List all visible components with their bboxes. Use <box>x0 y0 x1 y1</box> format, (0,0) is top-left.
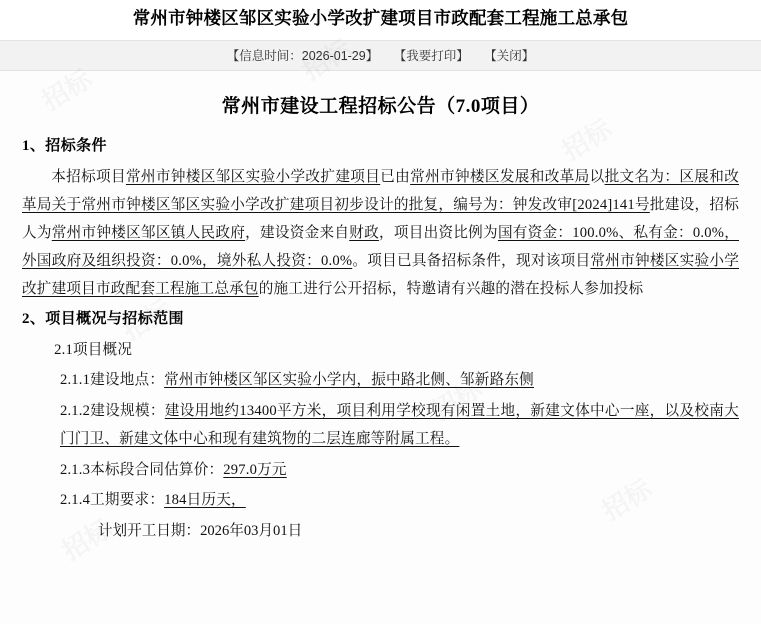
para-text-2: 已由 <box>380 168 411 185</box>
para-underline-6: 国有资金：100.0%、私有金：0.0%，外国政府及组织投资：0.0%，境外私人投资：0.0% <box>22 224 739 269</box>
document-body <box>0 71 761 545</box>
section-2-1-2 <box>22 397 739 454</box>
section-2-1-2-label: 2.1.2建设规模： <box>59 402 165 419</box>
para-text-6: ，项目出资比例为 <box>378 224 498 241</box>
document-meta-bar <box>0 40 761 71</box>
section-2-1-1 <box>22 366 739 394</box>
para-underline-2: 常州市钟楼区发展和改革局 <box>410 168 590 185</box>
section-2-1-3 <box>22 456 739 484</box>
section-2-1-4-label: 2.1.4工期要求： <box>59 492 165 509</box>
page-title: 常州市钟楼区邹区实验小学改扩建项目市政配套工程施工总承包 <box>132 8 629 28</box>
section-2-1-4 <box>22 486 739 514</box>
section-2-1-1-value: 常州市钟楼区邹区实验小学内，振中路北侧、邹新路东侧 <box>164 372 534 389</box>
para-text-4: 批建设，招标人为 <box>22 196 740 241</box>
para-text-5: ，建设资金来自 <box>245 224 350 241</box>
document-header <box>0 0 761 40</box>
section-2-1-4-value: 184日历天， <box>164 492 246 509</box>
section-2-1-2-value: 建设用地约13400平方米，项目利用学校现有闲置土地，新建文体中心一座，以及校南大门门卫、新建文体中心和现有建筑物的二层连廊等附属工程。 <box>59 402 739 448</box>
section-heading-2: 2、项目概况与招标范围 <box>22 310 184 327</box>
para-text-1: 本招标项目 <box>51 168 126 185</box>
para-underline-4: 常州市钟楼区邹区镇人民政府 <box>51 224 246 241</box>
para-text-3: 以 <box>589 168 605 185</box>
planned-start-date: 计划开工日期：2026年03月01日 <box>97 522 303 539</box>
section-1-paragraph <box>22 163 739 303</box>
para-underline-1: 常州市钟楼区邹区实验小学改扩建项目 <box>125 168 381 185</box>
announcement-title: 常州市建设工程招标公告（7.0项目） <box>221 95 540 117</box>
para-underline-5: 财政 <box>349 224 379 241</box>
print-link[interactable]: 【我要打印】 <box>393 48 469 63</box>
para-text-7: 。项目已具备招标条件，现对该项目 <box>352 252 591 269</box>
para-underline-3: 批文名为：区展和改革局关于常州市钟楼区邹区实验小学改扩建项目初步设计的批复，编号为：钟发改审[2024]141号 <box>22 168 739 213</box>
section-2-1-1-label: 2.1.1建设地点： <box>59 372 165 389</box>
info-time-label: 【信息时间：2026-01-29】 <box>226 48 379 63</box>
close-link[interactable]: 【关闭】 <box>484 48 535 63</box>
section-2-1-label: 2.1项目概况 <box>54 341 133 358</box>
section-heading-1: 1、招标条件 <box>22 137 107 154</box>
para-underline-7: 常州市钟楼区实验小学改扩建项目市政配套工程施工总承包 <box>22 252 739 297</box>
section-2-1-3-label: 2.1.3本标段合同估算价： <box>59 461 224 478</box>
para-text-8: 的施工进行公开招标，特邀请有兴趣的潜在投标人参加投标 <box>258 280 644 297</box>
section-2-1-3-value: 297.0万元 <box>223 461 287 478</box>
